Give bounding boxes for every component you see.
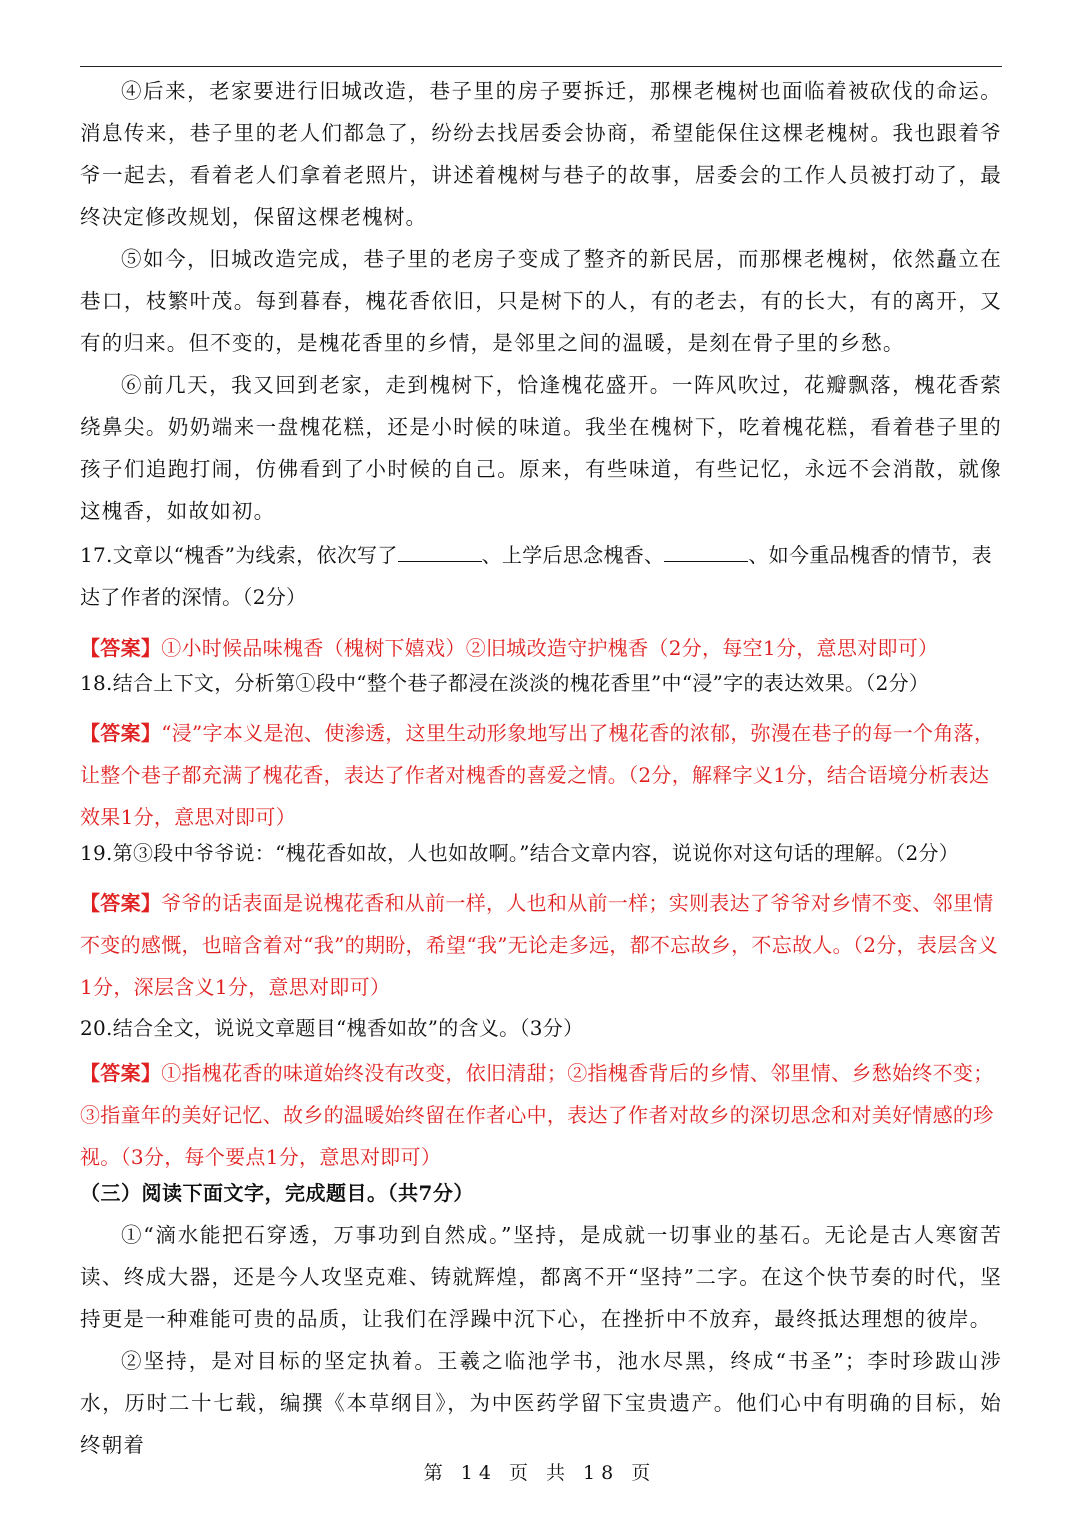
header-rule — [80, 66, 1002, 67]
answer-17-tag: 【答案】 — [80, 636, 162, 660]
answer-20 — [80, 1052, 1002, 1178]
answer-18-tag: 【答案】 — [80, 721, 162, 745]
answer-17-text: ①小时候品味槐香（槐树下嬉戏）②旧城改造守护槐香（2分，每空1分，意思对即可） — [161, 636, 939, 660]
question-17-part3: 、如今重品槐香的情节，表达了作者的深情。（2分） — [80, 543, 992, 609]
section-3-heading: （三）阅读下面文字，完成题目。（共7分） — [80, 1181, 474, 1205]
section-3-paragraph-1: ①“滴水能把石穿透，万事功到自然成。”坚持，是成就一切事业的基石。无论是古人寒窗苦读、终成大器，还是今人攻坚克难、铸就辉煌，都离不开“坚持”二字。在这个快节奏的时代，坚持更是一种难能可贵的品质，让我们在浮躁中沉下心，在挫折中不放弃，最终抵达理想的彼岸。 — [80, 1223, 1002, 1331]
answer-blank-2[interactable] — [664, 541, 748, 562]
page-number: 第 14 页 共 18 页 — [423, 1462, 657, 1484]
answer-20-text: ①指槐花香的味道始终没有改变，依旧清甜；②指槐香背后的乡情、邻里情、乡愁始终不变；③指童年的美好记忆、故乡的温暖始终留在作者心中，表达了作者对故乡的深切思念和对美好情感的珍视。（3分，每个要点1分，意思对即可） — [80, 1061, 994, 1169]
passage-paragraph-6: ⑥前几天，我又回到老家，走到槐树下，恰逢槐花盛开。一阵风吹过，花瓣飘落，槐花香萦绕鼻尖。奶奶端来一盘槐花糕，还是小时候的味道。我坐在槐树下，吃着槐花糕，看着巷子里的孩子们追跑打闹，仿佛看到了小时候的自己。原来，有些味道，有些记忆，永远不会消散，就像这槐香，如故如初。 — [80, 373, 1002, 523]
question-20: 20.结合全文，说说文章题目“槐香如故”的含义。（3分） — [80, 1016, 584, 1040]
passage-paragraph-4: ④后来，老家要进行旧城改造，巷子里的房子要拆迁，那棵老槐树也面临着被砍伐的命运。消息传来，巷子里的老人们都急了，纷纷去找居委会协商，希望能保住这棵老槐树。我也跟着爷爷一起去，看着老人们拿着老照片，讲述着槐树与巷子的故事，居委会的工作人员被打动了，最终决定修改规划，保留这棵老槐树。 — [80, 79, 1002, 229]
question-17 — [80, 534, 1002, 618]
answer-blank-1[interactable] — [398, 541, 482, 562]
section-3-paragraph-2: ②坚持，是对目标的坚定执着。王羲之临池学书，池水尽黑，终成“书圣”；李时珍跋山涉水，历时二十七载，编撰《本草纲目》，为中医药学留下宝贵遗产。他们心中有明确的目标，始终朝着 — [80, 1349, 1002, 1457]
question-17-part1: 17.文章以“槐香”为线索，依次写了 — [80, 543, 398, 567]
answer-18 — [80, 712, 1002, 838]
question-18: 18.结合上下文，分析第①段中“整个巷子都浸在淡淡的槐花香里”中“浸”字的表达效果。（2分） — [80, 671, 930, 695]
answer-19-text: 爷爷的话表面是说槐花香和从前一样，人也和从前一样；实则表达了爷爷对乡情不变、邻里情不变的感慨，也暗含着对“我”的期盼，希望“我”无论走多远，都不忘故乡，不忘故人。（2分，表层含义1分，深层含义1分，意思对即可） — [80, 891, 999, 999]
answer-19-tag: 【答案】 — [80, 891, 162, 915]
answer-19 — [80, 882, 1002, 1008]
answer-20-tag: 【答案】 — [80, 1061, 162, 1085]
passage-paragraph-5: ⑤如今，旧城改造完成，巷子里的老房子变成了整齐的新民居，而那棵老槐树，依然矗立在巷口，枝繁叶茂。每到暮春，槐花香依旧，只是树下的人，有的老去，有的长大，有的离开，又有的归来。但不变的，是槐花香里的乡情，是邻里之间的温暖，是刻在骨子里的乡愁。 — [80, 247, 1002, 355]
question-17-part2: 、上学后思念槐香、 — [481, 543, 665, 567]
answer-18-text: “浸”字本义是泡、使渗透，这里生动形象地写出了槐花香的浓郁，弥漫在巷子的每一个角落，让整个巷子都充满了槐花香，表达了作者对槐香的喜爱之情。（2分，解释字义1分，结合语境分析表达效果1分，意思对即可） — [80, 721, 995, 829]
question-19: 19.第③段中爷爷说：“槐花香如故，人也如故啊。”结合文章内容，说说你对这句话的理解。（2分） — [80, 841, 960, 865]
